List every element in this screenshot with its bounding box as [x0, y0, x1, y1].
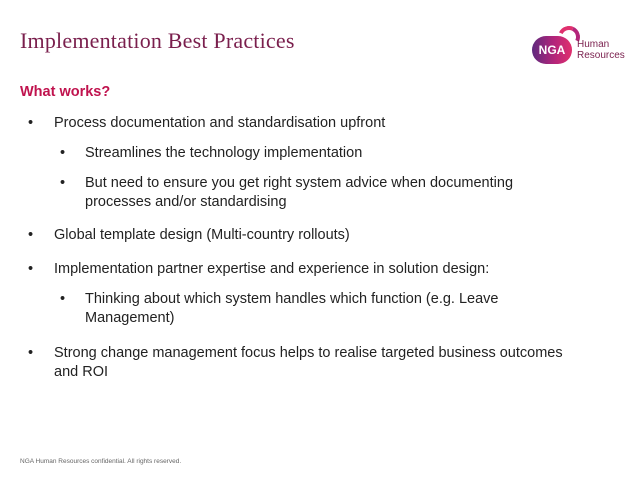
- bullet-icon: •: [28, 227, 34, 243]
- list-item-text-cont: processes and/or standardising: [85, 194, 287, 210]
- slide-title: Implementation Best Practices: [20, 28, 295, 53]
- bullet-icon: •: [28, 261, 34, 277]
- bullet-icon: •: [28, 115, 34, 131]
- list-item-text: Global template design (Multi-country rollouts): [54, 227, 350, 243]
- section-heading: What works?: [20, 84, 111, 100]
- list-item-text: Strong change management focus helps to realise targeted business outcomes: [54, 345, 563, 361]
- nga-logo: [528, 26, 625, 66]
- list-item-text: Implementation partner expertise and experience in solution design:: [54, 261, 490, 277]
- list-item-text: Thinking about which system handles which function (e.g. Leave: [85, 291, 499, 307]
- logo-text: [577, 39, 625, 61]
- list-item-text: But need to ensure you get right system advice when documenting: [85, 175, 514, 191]
- bullet-icon: •: [60, 291, 66, 307]
- bullet-icon: •: [28, 345, 34, 361]
- bullet-icon: •: [60, 175, 66, 191]
- list-item-text-cont: Management): [85, 310, 175, 326]
- list-item-text: Process documentation and standardisation upfront: [54, 115, 386, 131]
- logo-line-1: Human: [577, 39, 610, 50]
- logo-badge: NGA: [532, 36, 572, 64]
- list-item-text: Streamlines the technology implementation: [85, 145, 363, 161]
- footer-confidential: NGA Human Resources confidential. All rights reserved.: [20, 458, 182, 465]
- list-item-text-cont: and ROI: [54, 364, 108, 380]
- bullet-icon: •: [60, 145, 66, 161]
- logo-line-2: Resources: [577, 50, 625, 61]
